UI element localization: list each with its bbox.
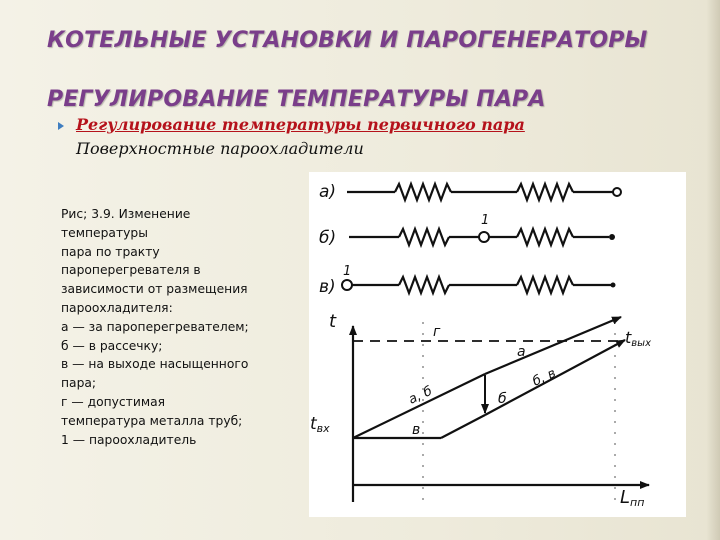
figure-svg xyxy=(309,172,686,517)
l-axis-subscript: пп xyxy=(630,496,645,509)
temperature-graph xyxy=(310,311,651,509)
scheme-a xyxy=(319,182,621,202)
t-in-symbol: t xyxy=(310,414,317,434)
section-subtitle: Поверхностные пароохладители xyxy=(76,139,364,158)
scheme-a-label: а) xyxy=(319,182,337,202)
slide-edge-shadow xyxy=(706,0,720,540)
t-out-label xyxy=(625,328,651,349)
curve-g-label: г xyxy=(433,324,441,340)
triangle-bullet-icon xyxy=(58,122,64,130)
scheme-b xyxy=(319,213,615,248)
figure-diagram xyxy=(309,172,686,517)
outlet-dot xyxy=(611,283,616,288)
curve-v-label: в xyxy=(412,422,421,438)
caption-line: а — за пароперегревателем; xyxy=(61,319,249,334)
superheater-coil xyxy=(517,184,573,200)
superheater-coil xyxy=(517,277,573,293)
t-in-subscript: вх xyxy=(316,422,330,435)
l-axis-label xyxy=(620,487,644,509)
caption-line: г — допустимая xyxy=(61,394,166,409)
curve-v-rise xyxy=(441,415,485,438)
scheme-v xyxy=(319,264,616,297)
caption-line: температура металла труб; xyxy=(61,413,243,428)
desuperheater-node xyxy=(479,232,489,242)
bullet-item xyxy=(58,115,525,134)
superheater-coil xyxy=(399,229,449,245)
caption-line: пара по тракту xyxy=(61,244,160,259)
caption-line: 1 — пароохладитель xyxy=(61,432,197,447)
outlet-dot xyxy=(609,234,615,240)
superheater-coil xyxy=(517,229,573,245)
desuperheater-node xyxy=(342,280,352,290)
desuperheater-node xyxy=(613,188,621,196)
desuperheater-label: 1 xyxy=(343,264,352,279)
t-in-label xyxy=(310,414,330,435)
curve-b-label: б xyxy=(498,391,507,407)
caption-line: Рис; 3.9. Изменение xyxy=(61,207,191,221)
slide-title: КОТЕЛЬНЫЕ УСТАНОВКИ И ПАРОГЕНЕРАТОРЫ xyxy=(47,28,648,53)
slide-subtitle: РЕГУЛИРОВАНИЕ ТЕМПЕРАТУРЫ ПАРА xyxy=(47,87,546,112)
caption-line: пароохладителя: xyxy=(61,300,173,315)
curve-ab-label: а, б xyxy=(406,383,435,408)
caption-line: пара; xyxy=(61,376,97,391)
scheme-b-label: б) xyxy=(319,228,337,248)
curve-a-label: а xyxy=(517,344,526,360)
desuperheater-label: 1 xyxy=(481,213,490,228)
caption-line: б — в рассечку; xyxy=(61,338,163,353)
figure-caption xyxy=(61,205,301,449)
curve-a xyxy=(485,317,621,374)
caption-line: температуры xyxy=(61,225,148,240)
caption-line: пароперегревателя в xyxy=(61,263,201,278)
t-axis-label: t xyxy=(329,311,337,332)
superheater-coil xyxy=(395,184,451,200)
curve-bv-label: б, в xyxy=(530,365,559,390)
t-out-symbol: t xyxy=(625,328,632,347)
bullet-heading: Регулирование температуры первичного пара xyxy=(76,115,525,134)
scheme-v-label: в) xyxy=(319,277,336,297)
l-axis-symbol: L xyxy=(620,487,631,508)
t-out-subscript: вых xyxy=(631,338,651,349)
superheater-coil xyxy=(399,277,449,293)
caption-line: в — на выходе насыщенного xyxy=(61,357,249,372)
caption-line: зависимости от размещения xyxy=(61,282,248,297)
